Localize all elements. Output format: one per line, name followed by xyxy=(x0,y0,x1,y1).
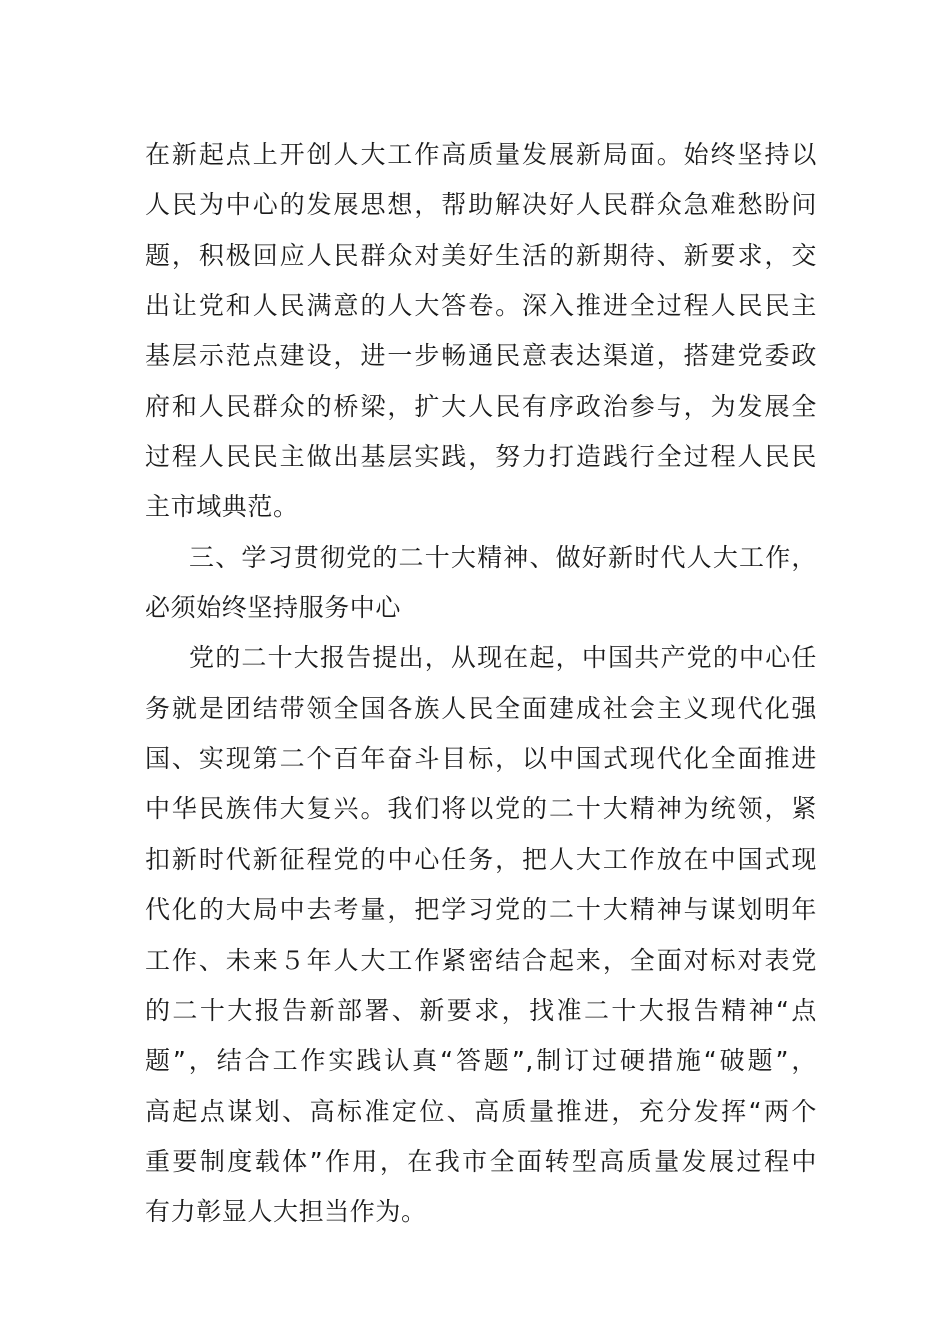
text-line: 扣新时代新征程党的中心任务，把人大工作放在中国式现 xyxy=(145,844,817,874)
section-heading: 必须始终坚持服务中心 xyxy=(145,593,402,623)
text-line: 高起点谋划、高标准定位、高质量推进，充分发挥“两个 xyxy=(145,1096,817,1126)
text-line: 代化的大局中去考量，把学习党的二十大精神与谋划明年 xyxy=(145,895,817,925)
text-line: 过程人民民主做出基层实践，努力打造践行全过程人民民 xyxy=(145,442,817,472)
text-line: 有力彰显人大担当作为。 xyxy=(145,1197,427,1227)
text-line: 的二十大报告新部署、新要求，找准二十大报告精神“点 xyxy=(145,995,817,1025)
text-line: 务就是团结带领全国各族人民全面建成社会主义现代化强 xyxy=(145,693,817,723)
text-line: 府和人民群众的桥梁，扩大人民有序政治参与，为发展全 xyxy=(145,391,817,421)
text-line: 出让党和人民满意的人大答卷。深入推进全过程人民民主 xyxy=(145,291,817,321)
text-line: 重要制度载体”作用，在我市全面转型高质量发展过程中 xyxy=(145,1146,817,1176)
text-line: 中华民族伟大复兴。我们将以党的二十大精神为统领，紧 xyxy=(145,794,817,824)
text-line: 在新起点上开创人大工作高质量发展新局面。始终坚持以 xyxy=(145,140,817,169)
text-line: 题，积极回应人民群众对美好生活的新期待、新要求，交 xyxy=(145,240,817,270)
section-heading: 三、学习贯彻党的二十大精神、做好新时代人大工作， xyxy=(189,542,817,572)
text-line: 党的二十大报告提出，从现在起，中国共产党的中心任 xyxy=(189,643,817,673)
text-line: 人民为中心的发展思想，帮助解决好人民群众急难愁盼问 xyxy=(145,190,817,220)
text-line: 主市域典范。 xyxy=(145,492,299,522)
body-text xyxy=(145,130,817,1238)
text-line: 国、实现第二个百年奋斗目标，以中国式现代化全面推进 xyxy=(145,744,817,774)
text-line: 工作、未来５年人大工作紧密结合起来，全面对标对表党 xyxy=(145,945,817,975)
text-line: 基层示范点建设，进一步畅通民意表达渠道，搭建党委政 xyxy=(145,341,817,371)
text-line: 题”，结合工作实践认真“答题”,制订过硬措施“破题”， xyxy=(145,1046,817,1076)
